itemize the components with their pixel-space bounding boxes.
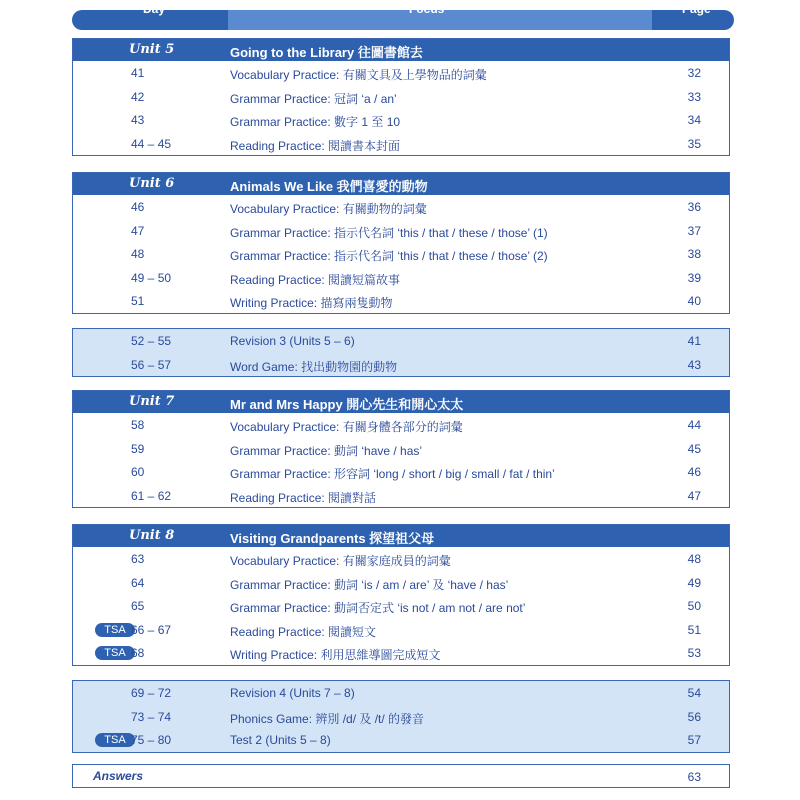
day-number: 63 xyxy=(131,552,145,566)
toc-row[interactable] xyxy=(73,219,729,243)
page-number: 32 xyxy=(687,66,701,80)
toc-row[interactable] xyxy=(73,195,729,219)
focus-text: Grammar Practice: 形容詞 ‘long / short / big / small / fat / thin’ xyxy=(230,467,555,481)
unit-7-section xyxy=(72,390,730,508)
toc-row[interactable] xyxy=(73,353,729,377)
unit-name: Unit 6 xyxy=(129,176,175,191)
page-number: 44 xyxy=(687,418,701,432)
toc-row[interactable] xyxy=(73,728,729,752)
focus-text: Reading Practice: 閱讀短文 xyxy=(230,624,377,639)
unit-name: Unit 5 xyxy=(129,42,175,57)
unit-5-section xyxy=(72,38,730,156)
toc-row[interactable] xyxy=(73,61,729,85)
toc-row[interactable] xyxy=(73,594,729,618)
focus-text: Test 2 (Units 5 – 8) xyxy=(230,733,331,747)
tsa-badge: TSA xyxy=(95,623,135,637)
day-number: 52 – 55 xyxy=(131,334,172,348)
day-number: 58 xyxy=(131,418,145,432)
unit-6-header[interactable] xyxy=(73,173,729,195)
answers-section[interactable] xyxy=(72,764,730,788)
toc-row[interactable] xyxy=(73,641,729,665)
page-number: 48 xyxy=(687,552,701,566)
toc-row[interactable] xyxy=(73,413,729,437)
day-number: 73 – 74 xyxy=(131,709,172,724)
page-header: Page xyxy=(682,2,711,16)
toc-row[interactable] xyxy=(73,85,729,109)
focus-text: Grammar Practice: 動詞否定式 ‘is not / am not / are not’ xyxy=(230,601,526,615)
page-number: 43 xyxy=(687,357,701,372)
page-number: 45 xyxy=(687,441,701,456)
focus-text: Grammar Practice: 動詞 ‘is / am / are’ 及 ‘have / has’ xyxy=(230,577,509,592)
focus-text: Grammar Practice: 冠詞 ‘a / an’ xyxy=(230,91,397,106)
day-number: 48 xyxy=(131,247,145,261)
page-number: 33 xyxy=(687,89,701,104)
focus-text: Revision 3 (Units 5 – 6) xyxy=(230,334,355,348)
toc-row[interactable] xyxy=(73,705,729,729)
day-number: 61 – 62 xyxy=(131,488,172,503)
unit-name: Unit 8 xyxy=(129,528,175,543)
page-number: 49 xyxy=(687,575,701,590)
page-number: 53 xyxy=(687,646,701,660)
day-number: 47 xyxy=(131,223,145,238)
toc-row[interactable] xyxy=(73,618,729,642)
focus-text: Word Game: 找出動物園的動物 xyxy=(230,359,398,374)
day-number: 59 xyxy=(131,441,145,456)
page-number: 41 xyxy=(687,334,701,348)
unit-8-section xyxy=(72,524,730,666)
toc-row[interactable] xyxy=(73,460,729,484)
day-number: 69 – 72 xyxy=(131,686,172,700)
toc-row[interactable] xyxy=(73,242,729,266)
page-number: 40 xyxy=(687,294,701,308)
focus-text: Grammar Practice: 指示代名詞 ‘this / that / these / those’ (2) xyxy=(230,249,548,263)
unit-8-header[interactable] xyxy=(73,525,729,547)
page-number: 63 xyxy=(687,770,701,784)
unit-title: Visiting Grandparents 探望祖父母 xyxy=(230,531,435,546)
day-number: 51 xyxy=(131,294,145,308)
focus-text: Grammar Practice: 動詞 ‘have / has’ xyxy=(230,443,423,458)
toc-row[interactable] xyxy=(73,484,729,508)
page-number: 51 xyxy=(687,622,701,637)
toc-row[interactable] xyxy=(73,547,729,571)
unit-title: Animals We Like 我們喜愛的動物 xyxy=(230,179,428,194)
day-number: 41 xyxy=(131,66,145,80)
page-number: 54 xyxy=(687,686,701,700)
day-number: 42 xyxy=(131,89,145,104)
toc-row[interactable] xyxy=(73,108,729,132)
page-number: 46 xyxy=(687,465,701,479)
page-number: 57 xyxy=(687,733,701,747)
unit-7-header[interactable] xyxy=(73,391,729,413)
focus-text: Vocabulary Practice: 有關文具及上學物品的詞彙 xyxy=(230,68,487,82)
day-number: 66 – 67 xyxy=(131,622,172,637)
page-number: 50 xyxy=(687,599,701,613)
day-number: 75 – 80 xyxy=(131,733,172,747)
toc-row[interactable] xyxy=(73,289,729,313)
focus-text: Vocabulary Practice: 有關家庭成員的詞彙 xyxy=(230,554,451,568)
focus-text: Grammar Practice: 數字 1 至 10 xyxy=(230,115,401,129)
page-number: 56 xyxy=(687,709,701,724)
toc-header xyxy=(72,10,734,30)
tsa-badge: TSA xyxy=(95,646,135,660)
focus-text: Reading Practice: 閱讀書本封面 xyxy=(230,138,401,153)
focus-text: Reading Practice: 閱讀對話 xyxy=(230,490,377,505)
toc-row[interactable] xyxy=(73,132,729,156)
toc-row[interactable] xyxy=(73,437,729,461)
unit-title: Mr and Mrs Happy 開心先生和開心太太 xyxy=(230,397,464,412)
day-number: 65 xyxy=(131,599,145,613)
focus-text: Phonics Game: 辨別 /d/ 及 /t/ 的發音 xyxy=(230,711,425,726)
page-number: 35 xyxy=(687,136,701,151)
focus-text: Vocabulary Practice: 有關身體各部分的詞彙 xyxy=(230,420,463,434)
toc-row[interactable] xyxy=(73,329,729,353)
toc-row[interactable] xyxy=(73,571,729,595)
focus-header: Focus xyxy=(409,2,445,16)
unit-name: Unit 7 xyxy=(129,394,175,409)
day-number: 56 – 57 xyxy=(131,357,172,372)
page-number: 39 xyxy=(687,270,701,285)
toc-row[interactable] xyxy=(73,681,729,705)
page-number: 47 xyxy=(687,488,701,503)
unit-5-header[interactable] xyxy=(73,39,729,61)
unit-title: Going to the Library 往圖書館去 xyxy=(230,45,423,60)
day-number: 68 xyxy=(131,646,145,660)
day-number: 43 xyxy=(131,113,145,127)
focus-text: Revision 4 (Units 7 – 8) xyxy=(230,686,355,700)
day-number: 60 xyxy=(131,465,145,479)
page-number: 34 xyxy=(687,113,701,127)
day-number: 44 – 45 xyxy=(131,136,172,151)
page-number: 36 xyxy=(687,200,701,214)
revision-3-section xyxy=(72,328,730,377)
focus-text: Reading Practice: 閱讀短篇故事 xyxy=(230,272,401,287)
day-number: 64 xyxy=(131,575,145,590)
day-header: Day xyxy=(143,2,166,16)
toc-row[interactable] xyxy=(73,266,729,290)
page-number: 37 xyxy=(687,223,701,238)
day-number: 49 – 50 xyxy=(131,270,172,285)
focus-text: Writing Practice: 描寫兩隻動物 xyxy=(230,296,393,310)
tsa-badge: TSA xyxy=(95,733,135,747)
revision-4-section xyxy=(72,680,730,753)
focus-text: Vocabulary Practice: 有關動物的詞彙 xyxy=(230,202,427,216)
unit-6-section xyxy=(72,172,730,314)
focus-text: Writing Practice: 利用思維導圖完成短文 xyxy=(230,648,441,662)
focus-text: Grammar Practice: 指示代名詞 ‘this / that / these / those’ (1) xyxy=(230,225,548,240)
page-number: 38 xyxy=(687,247,701,261)
day-number: 46 xyxy=(131,200,145,214)
answers-label: Answers xyxy=(93,769,144,783)
